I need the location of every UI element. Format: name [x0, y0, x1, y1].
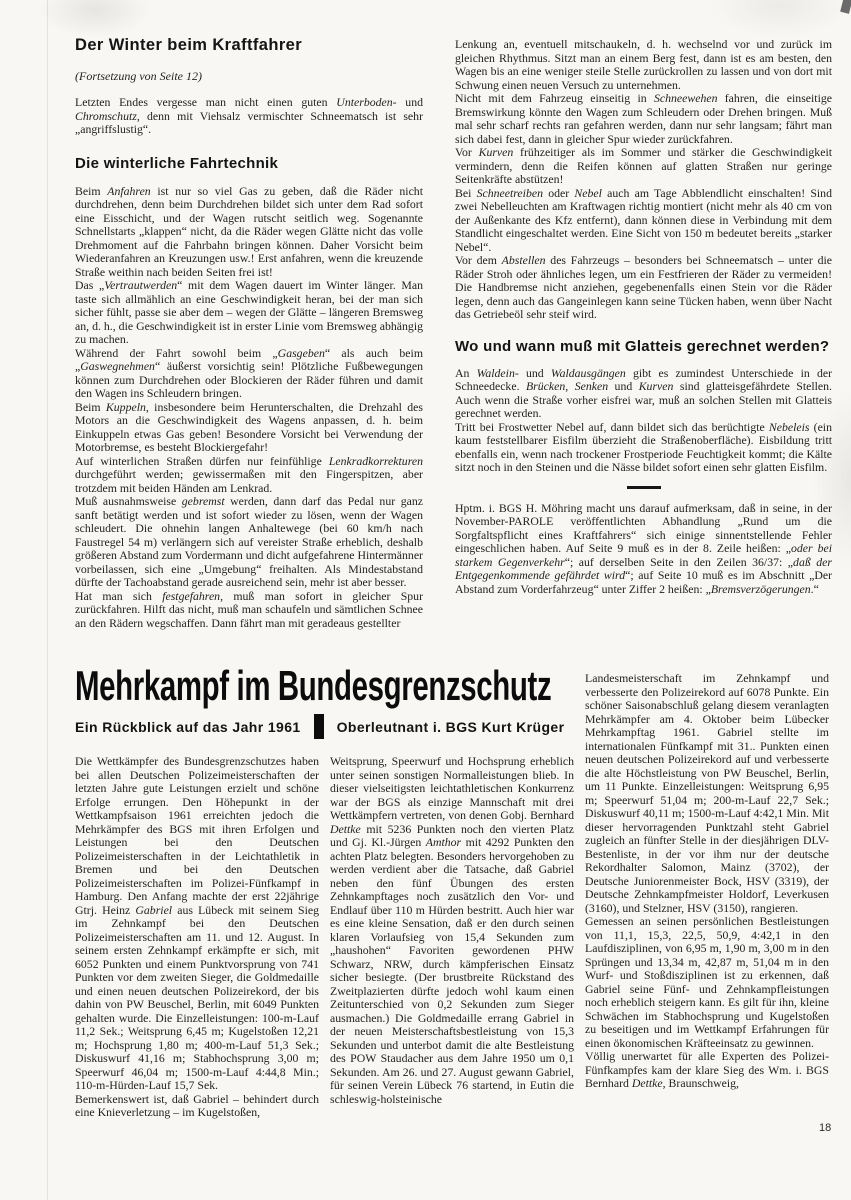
paragraph: Völlig unerwartet für alle Experten des Polizei-Fünfkampfes kam der klare Sieg des Wm. i. BGS Bernhard Dettke, Braunschweig,: [585, 1049, 829, 1090]
sport-article-column-2: [330, 755, 574, 1106]
paragraph: Hptm. i. BGS H. Möhring macht uns darauf aufmerksam, daß in seine, in der November-PAROLE veröffentlichten Abhandlung „Rund um die Sorgfaltspflicht eines Kraftfahrers“ sich einige sinnentstellende Fehler eingeschlichen haben. Auf Seite 9 muß es in der 8. Zeile heißen: „oder bei starkem Gegenverkehr“; auf derselben Seite in den Zeilen 36/37: „daß der Entgegenkommende gefährdet wird“; auf Seite 10 muß es im Abschnitt „Der Abstand zum Vorderfahrzeug“ unter Ziffer 2 heißen: „Bremsverzögerungen.“: [455, 500, 832, 596]
byline-divider-bar: [314, 714, 324, 739]
glatteis-heading: Wo und wann muß mit Glatteis gerechnet werden?: [455, 337, 830, 355]
paragraph: Während der Fahrt sowohl beim „Gasgeben“ als auch beim „Gaswegnehmen“ äußerst vorsichtig sein! Plötzliche Fußbewegungen können zum Durchdrehen oder Blockieren der Räder führen und damit den Wagen ins Schleudern bringen.: [75, 345, 423, 400]
article-subtitle: Ein Rückblick auf das Jahr 1961: [75, 718, 301, 735]
paragraph: Nicht mit dem Fahrzeug einseitig in Schneewehen fahren, die einseitige Bremswirkung könnte den Wagen zum Schleudern oder Drehen bringen. Muß mal sehr scharf rechts ran gefahren werden, dann nur sehr langsam; fährt man sich dabei fest, dann in gleicher Spur wieder zurückfahren.: [455, 91, 832, 146]
paragraph: Beim Kuppeln, insbesondere beim Herunterschalten, die Drehzahl des Motors an die Geschwindigkeit des Wagens anpassen, d. h. beim Einkuppeln etwas Gas geben! Besondere Vorsicht bei Verwendung der Motorbremse, es besteht Blockiergefahr!: [75, 399, 423, 454]
paragraph: Die Wettkämpfer des Bundesgrenzschutzes haben bei allen Deutschen Polizeimeisterschaften der letzten Jahre gute Leistungen erzielt und schöne Erfolge errungen. Den Höhepunkt in der Wettkampfsaison 1961 erreichten jedoch die Mehrkämpfer des BGS mit ihren Erfolgen und Leistungen bei den Deutschen Polizeimeisterschaften in der Leichtathletik in Bremen und bei den Deutschen Polizeimeisterschaften im Polizei-Fünfkampf in Hamburg. Den Anfang machte der erst 22jährige Gtrj. Heinz Gabriel aus Lübeck mit seinem Sieg im Zehnkampf bei den Deutschen Polizeimeisterschaften am 11. und 12. August. In seinem ersten Zehnkampf erkämpfte er sich, mit 6052 Punkten und einem Punktvorsprung von 741 Punkten vor dem zweiten Sieger, die Goldmedaille und einen neuen deutschen Polizeirekord, der bis dahin von PW Beuschel, Berlin, mit 6049 Punkten gehalten wurde. Die Einzelleistungen: 100-m-Lauf 11,2 Sek.; Weitsprung 6,45 m; Kugelstoßen 12,21 m; Hochsprung 1,80 m; 400-m-Lauf 51,3 Sek.; Diskuswurf 41,16 m; Stabhochsprung 3,00 m; Speerwurf 46,04 m; 1500-m-Lauf 4:44,8 Min.; 110-m-Hürden-Lauf 15,7 Sek.: [75, 754, 319, 1092]
paragraph: Auf winterlichen Straßen dürfen nur feinfühlige Lenkradkorrekturen durchgeführt werden; gewissermaßen mit den Fingerspitzen, aber trotzdem mit beiden Händen am Lenkrad.: [75, 453, 423, 495]
sport-article-column-1: [75, 755, 319, 1120]
correction-note: [455, 502, 832, 597]
glatteis-paragraphs: [455, 367, 832, 475]
sport-article-column-3: [585, 672, 829, 1091]
paragraph: Das „Vertrautwerden“ mit dem Wagen dauert im Winter länger. Man taste sich allmählich an eine Geschwindigkeit heran, bei der man sich sicher fühlt, passe sie aber dem – wegen der Glätte – längeren Bremsweg an, d. h., die Geschwindigkeit ist in erster Linie vom Bremsweg abhängig zu machen.: [75, 278, 423, 346]
winter-article-left-column: [75, 36, 423, 630]
article-author: Oberleutnant i. BGS Kurt Krüger: [336, 718, 565, 735]
paragraph: Vor Kurven frühzeitiger als im Sommer und stärker die Geschwindigkeit vermindern, denn die Reifen können auf glatten Straßen nur geringe Seitenkräfte abstützen!: [455, 145, 832, 186]
sport-article-headline: Mehrkampf im Bundesgrenzschutz: [75, 662, 552, 709]
paragraph: Weitsprung, Speerwurf und Hochsprung erheblich unter seinen sonstigen Normalleistungen blieb. In dieser vielseitigsten leichtathletischen Konkurrenz war der BGS als einzige Mannschaft mit drei Wettkämpfern vertreten, von denen Gobj. Bernhard Dettke mit 5236 Punkten noch den vierten Platz und Gj. Kl.-Jürgen Amthor mit 4292 Punkten den achten Platz belegten. Besonders hervorgehoben zu werden verdient aber die Tatsache, daß Gabriel neben den fünf Übungen des ersten Zehnkampftages noch zusätzlich den Vor- und Endlauf über 110 m Hürden bestritt. Auch hier war es eine kleine Sensation, daß er den durch seinen klaren Vorlaufsieg von 15,4 Sekunden zum „haushohen“ Favoriten gewordenen PHW Schwarz, NRW, durch kämpferischen Einsatz sicher besiegte. (Der brustbreite Rückstand des Zweitplazierten dürfte jedoch wohl kaum einen Zeitunterschied von 0,2 Sekunden zum Sieger ausmachen.) Die Goldmedaille errang Gabriel in der neuen Meisterschaftsbestleistung von 15,3 Sekunden und unterbot damit die alte Bestleistung des POW Staudacher aus dem Jahre 1950 um 0,1 Sekunden. Am 26. und 27. August gewann Gabriel, für seinen Verein Lübeck 76 startend, in Eutin die schleswig-holsteinische: [330, 754, 574, 1106]
winter-right-body: [455, 38, 832, 322]
scan-artifact: [47, 0, 48, 1200]
paragraph: Lenkung an, eventuell mitschaukeln, d. h. wechselnd vor und zurück im gleichen Rhythmus. Sitzt man an einem Berg fest, dann ist es am besten, den Wagen bis an eine weniger steile Stelle zurückrollen zu lassen und von dort mit Schwung einen neuen Versuch zu unternehmen.: [455, 37, 832, 92]
page-number: 18: [819, 1122, 832, 1134]
winter-article-title: Der Winter beim Kraftfahrer: [75, 36, 303, 54]
fahrtechnik-heading: Die winterliche Fahrtechnik: [75, 154, 279, 172]
section-divider-rule: [627, 486, 661, 489]
scan-artifact: [840, 0, 851, 14]
paragraph: Vor dem Abstellen des Fahrzeugs – besonders bei Schneematsch – unter die Räder Stroh oder ähnliches legen, um ein Festfrieren der Räder zu vermeiden! Die Handbremse nicht anziehen, gegebenenfalls einen Stein vor die Räder legen, denn auch das Gangeinlegen kann seine Tücken haben, wenn über Nacht das Getriebeöl sehr steif wird.: [455, 253, 832, 321]
paragraph: Bemerkenswert ist, daß Gabriel – behindert durch eine Knieverletzung – im Kugelstoßen,: [75, 1091, 319, 1119]
paragraph: Muß ausnahmsweise gebremst werden, dann darf das Pedal nur ganz sanft betätigt werden und ist sofort wieder zu lösen, wenn der Wagen schleudert. Die ohnehin langen Anhaltewege (bei 60 km/h nach Faustregel 54 m) verlängern sich auf vereister Straße erheblich, deshalb größeren Abstand zum Vordermann und dicht aufgefahrene Hintermänner vorbeilassen, sich eine „Umgebung“ freihalten. Als Mindestabstand dürfte der Tachoabstand gerade ausreichend sein, mehr ist aber besser.: [75, 494, 423, 589]
paragraph: An Waldein- und Waldausgängen gibt es zumindest Unterschiede in der Schneedecke. Brücken, Senken und Kurven sind glatteisgefährdete Stellen. Auch wenn die Straße vorher eisfrei war, muß an solchen Stellen mit Glatteis gerechnet werden.: [455, 365, 833, 420]
paragraph: Landesmeisterschaft im Zehnkampf und verbesserte den Polizeirekord auf 6078 Punkte. Ein schöner Saisonabschluß gelang diesem veranlagten Mehrkämpfer am 4. Oktober beim Lübecker Mehrkampftag 1961. Gabriel stellte im internationalen Fünfkampf mit 31.. Punkten einen neuen deutschen Polizeirekord auf und verbesserte die alte Höchstleistung von PW Beuschel, Berlin, um 11 Punkte. Einzelleistungen: Weitsprung 6,95 m; Speerwurf 51,04 m; 200-m-Lauf 22,7 Sek.; Diskuswurf 40,11 m; 1500-m-Lauf 4:42,1 Min. Mit dieser hervorragenden Punktzahl steht Gabriel zugleich an fünfter Stelle in der diesjährigen DLV-Bestenliste, in der vor ihm nur der deutsche Rekordhalter Salomon, Mainz (3702), der Deutsche Juniorenmeister Bock, HSV (3319), der Deutsche Zehnkampfmeister Holdorf, Leverkusen (3160), und Stelzner, HSV (3150), rangieren.: [585, 671, 829, 915]
winter-intro-paragraphs: [75, 96, 423, 137]
paragraph: Letzten Endes vergesse man nicht einen guten Unterboden- und Chromschutz, denn mit Viehsalz vermischter Schneematsch ist sehr „angriffslustig“.: [75, 95, 423, 136]
continuation-note: (Fortsetzung von Seite 12): [75, 69, 202, 83]
paragraph: Bei Schneetreiben oder Nebel auch am Tage Abblendlicht einschalten! Sind zwei Nebelleuchten am Kraftwagen richtig montiert (nicht mehr als 40 cm von der Außenkante des Kfz entfernt), dann können diese in Verbindung mit dem Standlicht eingeschaltet werden. Eine Sicht von 150 m bedeutet bereits „starker Nebel“.: [455, 185, 832, 254]
winter-article-right-column: [455, 38, 832, 596]
paragraph: Tritt bei Frostwetter Nebel auf, dann bildet sich das berüchtigte Nebeleis (ein kaum feststellbarer Eisfilm überzieht die Straßenoberfläche). Eisbildung tritt ebenfalls ein, wenn nach trockener Frostperiode Feuchtigkeit kommt; die Kälte sitzt noch in den Steinen und die Nässe bildet sofort einen sehr glatten Eisfilm.: [455, 419, 832, 474]
paragraph: Hat man sich festgefahren, muß man sofort in gleicher Spur zurückfahren. Hilft das nicht, muß man schaufeln und sämtlichen Schnee an den Rädern wegschaffen. Dann fährt man mit geradeaus gestellter: [75, 588, 423, 630]
article-byline-row: [75, 714, 564, 739]
paragraph: Beim Anfahren ist nur so viel Gas zu geben, daß die Räder nicht durchdrehen, denn beim Durchdrehen bildet sich unter dem Rad sofort eine Eisschicht, und der Wagen rutscht seitlich weg. Sogenannte Schnellstarts „klappen“ nicht, da die Räder wegen Glätte nicht das volle Drehmoment auf die Fahrbahn bringen können. Daher Vorsicht beim Wiederanfahren an Kreuzungen usw.! Erst anfahren, wenn die kreuzende Straße weithin nach beiden Seiten frei ist!: [75, 183, 423, 279]
winter-left-body: [75, 185, 423, 631]
paragraph: Gemessen an seinen persönlichen Bestleistungen von 11,1, 15,3, 22,5, 50,9, 4:42,1 in den Laufdisziplinen, von 6,95 m, 1,90 m, 3,00 m in den Sprüngen und 13,34 m, 42,87 m, 51,04 m in den Wurf- und Stoßdisziplinen ist zu erkennen, daß Gabriel seine Fünf- und Zehnkampfleistungen noch erheblich steigern kann. Es gilt für ihn, kleine Schwächen im Stabhochsprung und Kugelstoßen zu beseitigen und im Wettkampf Erfahrungen für einen ökonomischen Kräfteeinsatz zu gewinnen.: [585, 914, 829, 1050]
